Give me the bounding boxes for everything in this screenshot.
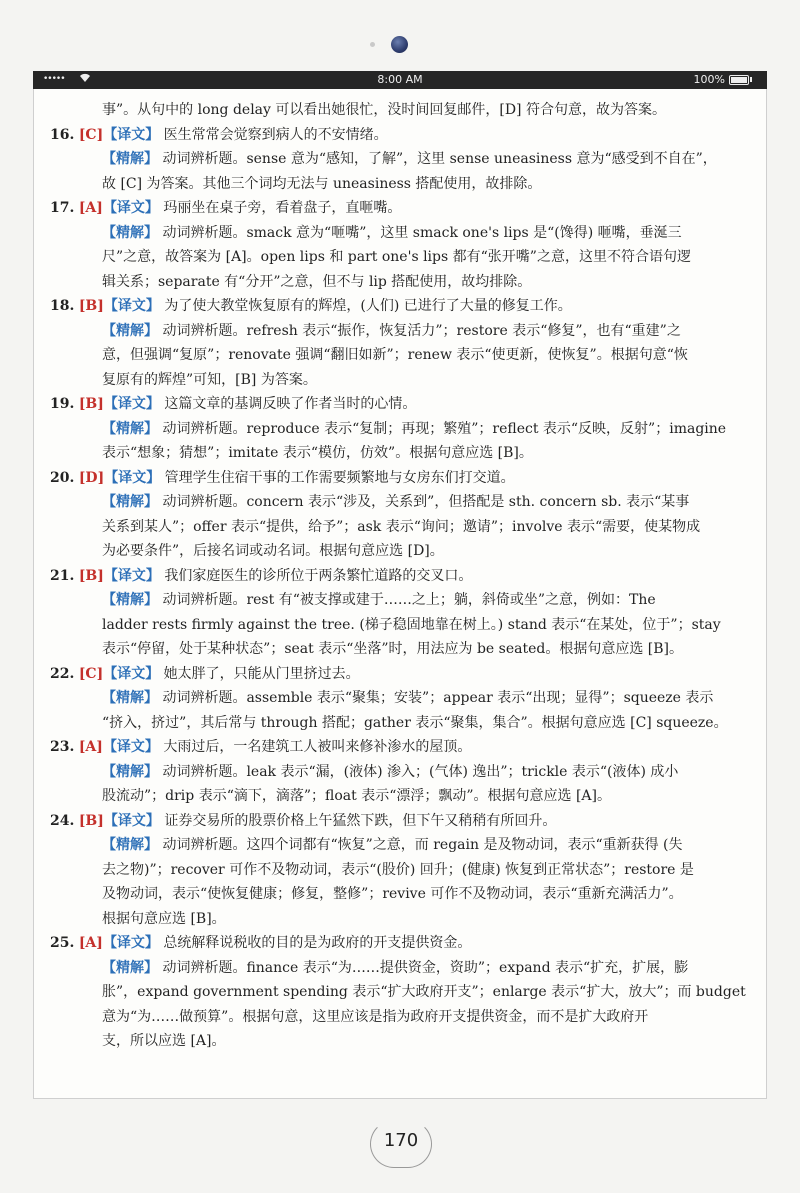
text-line <box>50 245 750 270</box>
line-text: “挤入，挤过”，其后常与 through 搭配；gather 表示“聚集，集合”。根据句意应选 [C] squeeze。 <box>102 714 728 731</box>
text-line <box>50 956 750 981</box>
battery-tip <box>750 77 752 82</box>
document-screen <box>33 89 767 1099</box>
text-line <box>50 662 750 687</box>
answer-letter: [C] <box>78 665 104 682</box>
text-line <box>50 735 750 760</box>
text-line <box>50 784 750 809</box>
answer-letter: [A] <box>78 935 103 951</box>
translation-tag: 【译文】 <box>103 665 160 682</box>
line-text: 去之物)”；recover 可作不及物动词，表示“(股价) 回升；(健康) 恢复到正常状态”；restore 是 <box>102 861 694 878</box>
question-number: 22. <box>50 665 75 682</box>
explanation-tag: 【精解】 <box>102 151 158 167</box>
line-text: 动词辨析题。leak 表示“漏，(液体) 渗入；(气体) 逸出”；trickle 表示“(液体) 成小 <box>162 763 679 780</box>
line-text: 及物动词，表示“使恢复健康；修复，整修”；revive 可作不及物动词，表示“重新充满活力”。 <box>102 886 683 902</box>
line-text: ladder rests firmly against the tree. (梯子稳固地靠在树上。) stand 表示“在某处，位于”；stay <box>102 616 721 633</box>
question-number: 17. <box>50 200 75 216</box>
text-line <box>50 221 750 246</box>
line-text: 意为“为……做预算”。根据句意，这里应该是指为政府开支提供资金，而不是扩大政府开 <box>102 1008 649 1025</box>
explanation-tag: 【精解】 <box>102 322 158 339</box>
text-line <box>50 270 750 295</box>
answer-explanations <box>50 98 750 1054</box>
translation-tag: 【译文】 <box>102 935 159 951</box>
line-text: 管理学生住宿干事的工作需要频繁地与女房东们打交道。 <box>164 469 515 486</box>
question-number: 19. <box>50 396 75 412</box>
line-text: 表示“想象；猜想”；imitate 表示“模仿，仿效”。根据句意应选 [B]。 <box>102 445 533 461</box>
question-number: 20. <box>50 469 75 486</box>
line-text: 辑关系；separate 有“分开”之意，但不与 lip 搭配使用，故均排除。 <box>102 273 532 290</box>
answer-letter: [B] <box>78 567 104 584</box>
text-line <box>50 588 750 613</box>
line-text: 医生常常会觉察到病人的不安情绪。 <box>163 126 388 143</box>
text-line <box>50 515 750 540</box>
text-line <box>50 441 750 466</box>
translation-tag: 【译文】 <box>102 739 159 755</box>
line-text: 故 [C] 为答案。其他三个词均无法与 uneasiness 搭配使用，故排除。 <box>102 175 542 192</box>
line-text: 支，所以应选 [A]。 <box>102 1033 226 1049</box>
page-number: 170 <box>383 1130 419 1151</box>
line-text: 复原有的辉煌”可知，[B] 为答案。 <box>102 371 317 388</box>
translation-tag: 【译文】 <box>103 126 160 143</box>
line-text: 大雨过后，一名建筑工人被叫来修补渗水的屋顶。 <box>163 739 472 755</box>
explanation-tag: 【精解】 <box>102 494 158 510</box>
question-number: 16. <box>50 126 75 143</box>
text-line <box>50 1005 750 1030</box>
answer-letter: [A] <box>78 200 103 216</box>
text-line <box>50 613 750 638</box>
explanation-tag: 【精解】 <box>102 959 158 976</box>
status-bar <box>33 71 767 89</box>
text-line <box>50 637 750 662</box>
translation-tag: 【译文】 <box>103 396 160 412</box>
text-line <box>50 294 750 319</box>
line-text: 根据句意应选 [B]。 <box>102 910 226 927</box>
text-line <box>50 98 750 123</box>
line-text: 我们家庭医生的诊所位于两条繁忙道路的交叉口。 <box>164 567 473 584</box>
answer-letter: [A] <box>78 739 103 755</box>
signal-icon: ••••• <box>43 74 65 84</box>
device-bezel <box>0 0 800 70</box>
line-text: 动词辨析题。这四个词都有“恢复”之意，而 regain 是及物动词，表示“重新获得 (失 <box>162 837 683 853</box>
explanation-tag: 【精解】 <box>102 420 158 437</box>
text-line <box>50 809 750 834</box>
answer-letter: [C] <box>78 126 104 143</box>
text-line <box>50 564 750 589</box>
line-text: 为了使大教堂恢复原有的辉煌，(人们) 已进行了大量的修复工作。 <box>164 298 572 314</box>
text-line <box>50 1029 750 1054</box>
text-line <box>50 123 750 148</box>
line-text: 胀”，expand government spending 表示“扩大政府开支”；enlarge 表示“扩大，放大”；而 budget <box>102 984 746 1000</box>
question-number: 21. <box>50 567 75 584</box>
question-number: 18. <box>50 298 75 314</box>
line-text: 证券交易所的股票价格上午猛然下跌，但下午又稍稍有所回升。 <box>164 812 557 829</box>
text-line <box>50 882 750 907</box>
line-text: 动词辨析题。assemble 表示“聚集；安装”；appear 表示“出现；显得”；squeeze 表示 <box>162 690 714 706</box>
line-text: 尺”之意，故答案为 [A]。open lips 和 part one's lips 都有“张开嘴”之意，这里不符合语句逻 <box>102 249 691 265</box>
text-line <box>50 392 750 417</box>
line-text: 动词辨析题。finance 表示“为……提供资金，资助”；expand 表示“扩充，扩展，膨 <box>162 959 689 976</box>
explanation-tag: 【精解】 <box>102 592 158 608</box>
text-line <box>50 368 750 393</box>
battery-icon <box>729 75 749 85</box>
translation-tag: 【译文】 <box>103 812 160 829</box>
text-line <box>50 490 750 515</box>
answer-letter: [B] <box>78 812 104 829</box>
answer-letter: [B] <box>78 298 104 314</box>
line-text: 为必要条件”，后接名词或动名词。根据句意应选 [D]。 <box>102 543 444 559</box>
text-line <box>50 980 750 1005</box>
line-text: 事”。从句中的 long delay 可以看出她很忙，没时间回复邮件，[D] 符合句意，故为答案。 <box>102 102 666 118</box>
text-line <box>50 833 750 858</box>
line-text: 她太胖了，只能从门里挤过去。 <box>163 665 360 682</box>
text-line <box>50 147 750 172</box>
text-line <box>50 196 750 221</box>
line-text: 意，但强调“复原”；renovate 强调“翻旧如新”；renew 表示“使更新，使恢复”。根据句意“恢 <box>102 347 688 363</box>
text-line <box>50 931 750 956</box>
line-text: 动词辨析题。smack 意为“咂嘴”，这里 smack one's lips 是“(馋得) 咂嘴，垂涎三 <box>162 224 682 241</box>
page-number-badge <box>370 1120 432 1168</box>
text-line <box>50 172 750 197</box>
translation-tag: 【译文】 <box>104 469 161 486</box>
translation-tag: 【译文】 <box>102 200 159 216</box>
line-text: 股流动”；drip 表示“滴下，滴落”；float 表示“漂浮；飘动”。根据句意应选 [A]。 <box>102 788 612 804</box>
question-number: 25. <box>50 935 75 951</box>
text-line <box>50 343 750 368</box>
text-line <box>50 539 750 564</box>
line-text: 动词辨析题。refresh 表示“振作，恢复活力”；restore 表示“修复”，也有“重建”之 <box>162 322 681 339</box>
text-line <box>50 417 750 442</box>
proximity-sensor <box>370 42 375 47</box>
line-text: 总统解释说税收的目的是为政府的开支提供资金。 <box>163 935 472 951</box>
line-text: 这篇文章的基调反映了作者当时的心情。 <box>164 396 417 412</box>
explanation-tag: 【精解】 <box>102 837 158 853</box>
line-text: 动词辨析题。reproduce 表示“复制；再现；繁殖”；reflect 表示“反映，反射”；imagine <box>162 420 727 437</box>
translation-tag: 【译文】 <box>103 298 160 314</box>
text-line <box>50 686 750 711</box>
battery-percent: 100% <box>693 73 725 86</box>
line-text: 关系到某人”；offer 表示“提供，给予”；ask 表示“询问；邀请”；involve 表示“需要，使某物成 <box>102 518 701 535</box>
line-text: 动词辨析题。concern 表示“涉及，关系到”，但搭配是 sth. concern sb. 表示“某事 <box>162 494 690 510</box>
question-number: 23. <box>50 739 75 755</box>
question-number: 24. <box>50 812 75 829</box>
text-line <box>50 907 750 932</box>
line-text: 动词辨析题。sense 意为“感知，了解”，这里 sense uneasiness 意为“感受到不自在”， <box>162 151 717 167</box>
text-line <box>50 858 750 883</box>
text-line <box>50 760 750 785</box>
explanation-tag: 【精解】 <box>102 763 158 780</box>
text-line <box>50 466 750 491</box>
answer-letter: [B] <box>78 396 104 412</box>
line-text: 表示“停留，处于某种状态”；seat 表示“坐落”时，用法应为 be seated。根据句意应选 [B]。 <box>102 641 684 657</box>
front-camera <box>391 36 408 53</box>
line-text: 玛丽坐在桌子旁，看着盘子，直咂嘴。 <box>163 200 402 216</box>
status-time: 8:00 AM <box>377 73 423 86</box>
line-text: 动词辨析题。rest 有“被支撑或建于……之上；躺，斜倚或坐”之意，例如：The <box>162 592 656 608</box>
answer-letter: [D] <box>78 469 105 486</box>
text-line <box>50 319 750 344</box>
translation-tag: 【译文】 <box>103 567 160 584</box>
explanation-tag: 【精解】 <box>102 690 158 706</box>
text-line <box>50 711 750 736</box>
explanation-tag: 【精解】 <box>102 224 158 241</box>
